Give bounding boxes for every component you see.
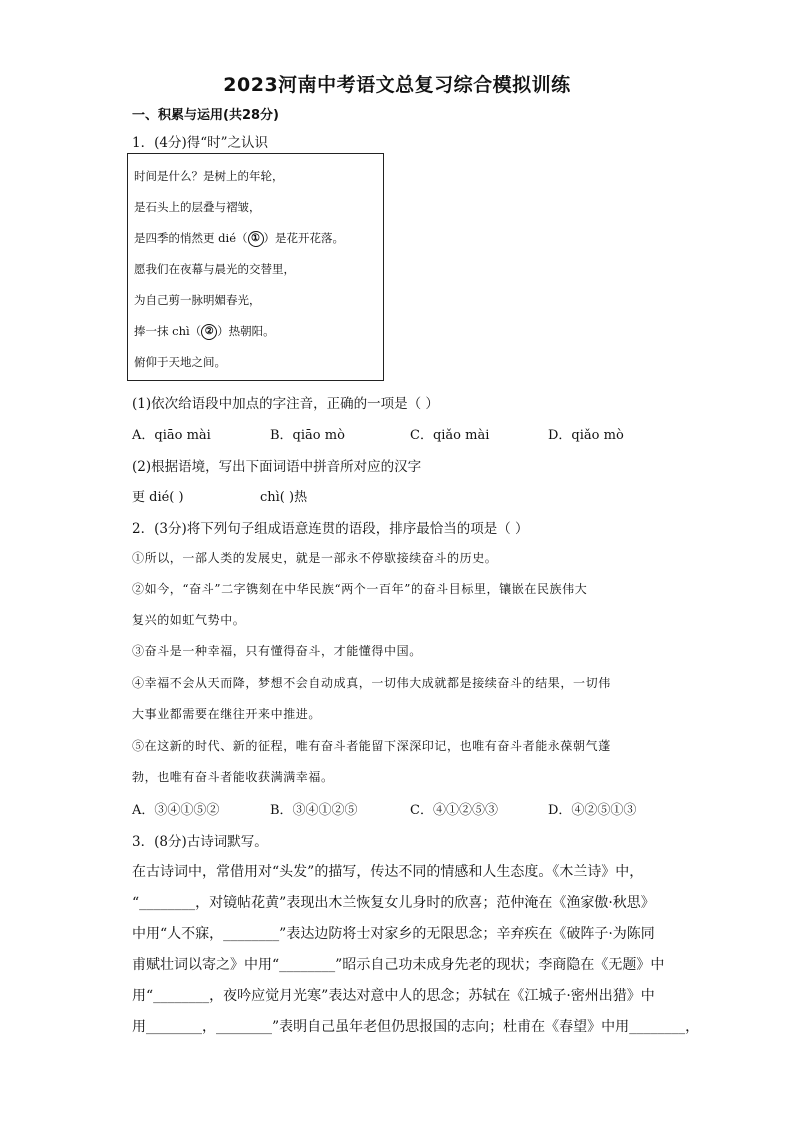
q2-sentence: 勃，也唯有奋斗者能收获满满幸福。 <box>132 770 334 784</box>
page-title: 2023河南中考语文总复习综合模拟训练 <box>223 74 571 96</box>
q3-paragraph-line: 用________，________”表明自己虽年老但仍思报国的志向；杜甫在《春望》中用________， <box>132 1019 700 1035</box>
poem-line: 为自己剪一脉明媚春光， <box>134 293 261 307</box>
poem-line: 时间是什么？是树上的年轮， <box>134 169 284 183</box>
q1-option-c[interactable]: C．qiǎo mài <box>410 428 490 443</box>
q1-sub1: (1)依次给语段中加点的字注音，正确的一项是（ ） <box>132 396 439 412</box>
q1-option-a[interactable]: A．qiāo mài <box>132 428 211 443</box>
q2-option-a[interactable]: A．③④①⑤② <box>132 803 220 818</box>
q2-option-b[interactable]: B．③④①②⑤ <box>270 803 358 818</box>
section-heading: 一、积累与运用(共28分) <box>132 108 279 123</box>
answer-blank-1[interactable]: 更 dié( ) <box>132 490 184 505</box>
q2-option-c[interactable]: C．④①②⑤③ <box>410 803 498 818</box>
q2-sentence: ④幸福不会从天而降，梦想不会自动成真，一切伟大成就都是接续奋斗的结果，一切伟 <box>132 676 611 690</box>
q1-option-d[interactable]: D．qiǎo mò <box>548 428 624 443</box>
poem-line: 愿我们在夜幕与晨光的交替里， <box>134 262 295 276</box>
poem-line-part: ）热朝阳。 <box>217 324 275 338</box>
q2-stem: 2．(3分)将下列句子组成语意连贯的语段，排序最恰当的项是（ ） <box>132 521 529 537</box>
poem-line-part: 捧一抹 chì（ <box>134 324 202 338</box>
q1-stem: 1．(4分)得“时”之认识 <box>132 135 269 151</box>
poem-line: 俯仰于天地之间。 <box>134 355 226 369</box>
q2-sentence: 复兴的如虹气势中。 <box>132 613 246 627</box>
blank-marker-2: ② <box>201 324 217 340</box>
q2-sentence: 大事业都需要在继往开来中推进。 <box>132 707 322 721</box>
q1-option-b[interactable]: B．qiāo mò <box>270 428 345 443</box>
q2-sentence: ③奋斗是一种幸福，只有懂得奋斗，才能懂得中国。 <box>132 644 422 658</box>
answer-blank-2[interactable]: chì( )热 <box>260 490 308 505</box>
q1-sub2: (2)根据语境，写出下面词语中拼音所对应的汉字 <box>132 459 422 475</box>
q3-stem: 3．(8分)古诗词默写。 <box>132 834 268 850</box>
q2-option-d[interactable]: D．④②⑤①③ <box>548 803 637 818</box>
q3-paragraph-line: “________，对镜帖花黄”表现出木兰恢复女儿身时的欣喜；范仲淹在《渔家傲·秋思》 <box>132 895 655 911</box>
q3-paragraph-line: 中用“人不寐，________”表达边防将士对家乡的无限思念；辛弃疾在《破阵子·为陈同 <box>132 926 655 942</box>
poem-box <box>127 153 384 381</box>
q2-sentence: ②如今，“奋斗”二字镌刻在中华民族“两个一百年”的奋斗目标里，镶嵌在民族伟大 <box>132 582 588 596</box>
blank-marker-1: ① <box>248 231 264 247</box>
poem-line: 是石头上的层叠与褶皱， <box>134 200 261 214</box>
q3-paragraph-line: 在古诗词中，常借用对“头发”的描写，传达不同的情感和人生态度。《木兰诗》中， <box>132 864 644 880</box>
q3-paragraph-line: 用“________，夜吟应觉月光寒”表达对意中人的思念；苏轼在《江城子·密州出猎》中 <box>132 988 655 1004</box>
q2-sentence: ①所以，一部人类的发展史，就是一部永不停歇接续奋斗的历史。 <box>132 551 498 565</box>
q2-sentence: ⑤在这新的时代、新的征程，唯有奋斗者能留下深深印记，也唯有奋斗者能永葆朝气蓬 <box>132 739 611 753</box>
q3-paragraph-line: 甫赋壮词以寄之》中用“________”昭示自己功未成身先老的现状；李商隐在《无题》中 <box>132 957 665 973</box>
poem-line <box>134 323 275 340</box>
poem-line <box>134 230 344 247</box>
poem-line-part: ）是花开花落。 <box>263 231 344 245</box>
poem-line-part: 是四季的悄然更 dié（ <box>134 231 248 245</box>
